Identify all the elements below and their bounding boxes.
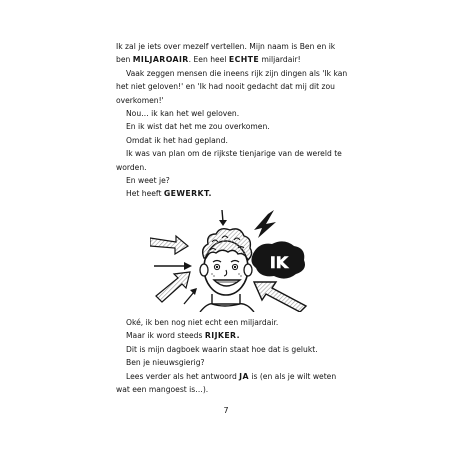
bold-word-gewerkt: GEWERKT. [163, 189, 212, 199]
text-run: is (en als je wilt weten [248, 371, 337, 381]
bold-word-rijker: RIJKER. [204, 331, 240, 341]
text-run: Vaak zeggen mensen die ineens rijk zijn dingen als 'Ik kan [126, 68, 348, 78]
thin-arrow-left-icon [154, 262, 192, 270]
paragraph-dagboek [116, 343, 352, 356]
text-run: Ik was van plan om de rijkste tienjarige van de wereld te [126, 149, 342, 159]
hatched-arrow-left-icon [150, 236, 188, 254]
text-run: En weet je? [126, 176, 170, 186]
text-run: wat een mangoest is…). [116, 385, 209, 395]
paragraph-lees-verder-line-2 [116, 383, 352, 396]
text-run: Nou… ik kan het wel geloven. [126, 109, 240, 119]
paragraph-nou [116, 107, 352, 120]
paragraph-plan-line-1 [116, 147, 352, 160]
paragraph-quotes-line-3 [116, 94, 352, 107]
text-run: miljardair! [259, 55, 301, 65]
page-number: 7 [223, 406, 229, 415]
upper-text-block [116, 40, 352, 201]
small-arrow-bottom-icon [184, 288, 197, 304]
text-run: worden. [116, 162, 147, 172]
text-run: Oké, ik ben nog niet echt een miljardair. [126, 318, 279, 327]
text-run: En ik wist dat het me zou overkomen. [126, 122, 270, 132]
text-run: Ik zal je iets over mezelf vertellen. Mijn naam is Ben en ik [116, 42, 336, 51]
arrow-top-icon [219, 210, 227, 226]
text-run: Ben je nieuwsgierig? [126, 358, 205, 368]
zigzag-arrow-icon [254, 210, 276, 238]
bold-word-echte: ECHTE [228, 55, 260, 65]
paragraph-lees-verder-line-1 [116, 370, 352, 383]
paragraph-quotes-line-2 [116, 80, 352, 93]
hatched-arrow-bottom-right-icon [254, 282, 306, 312]
text-run: Het heeft [126, 189, 164, 199]
paragraph-gepland [116, 134, 352, 147]
paragraph-quotes-line-1 [116, 67, 352, 80]
text-run: ben [116, 55, 133, 65]
paragraph-intro-line-1 [116, 40, 352, 53]
boy-face [200, 229, 254, 312]
paragraph-intro-line-2 [116, 53, 352, 66]
text-run: het niet geloven!' en 'Ik had nooit gedacht dat mij dit zou [116, 82, 335, 92]
paragraph-nieuwsgierig [116, 356, 352, 369]
text-run: overkomen!' [116, 95, 164, 105]
paragraph-wist [116, 120, 352, 133]
text-run: . Een heel [188, 55, 229, 65]
bold-word-miljardair: MILJAROAIR [132, 55, 189, 65]
paragraph-plan-line-2 [116, 161, 352, 174]
paragraph-rijker [116, 329, 352, 342]
ik-speech-burst [251, 241, 305, 278]
paragraph-gewerkt [116, 187, 352, 200]
text-run: Lees verder als het antwoord [126, 371, 240, 381]
ik-label: IK [269, 253, 289, 272]
text-run: Maar ik word steeds [126, 331, 205, 341]
boy-illustration [150, 208, 310, 312]
text-run: Omdat ik het had gepland. [126, 135, 228, 145]
hatched-arrow-bottom-left-icon [156, 272, 190, 302]
lower-text-block [116, 316, 352, 396]
paragraph-oke [116, 316, 352, 329]
bold-word-ja: JA [239, 371, 249, 381]
paragraph-weet-je [116, 174, 352, 187]
text-run: Dit is mijn dagboek waarin staat hoe dat is gelukt. [126, 344, 318, 354]
